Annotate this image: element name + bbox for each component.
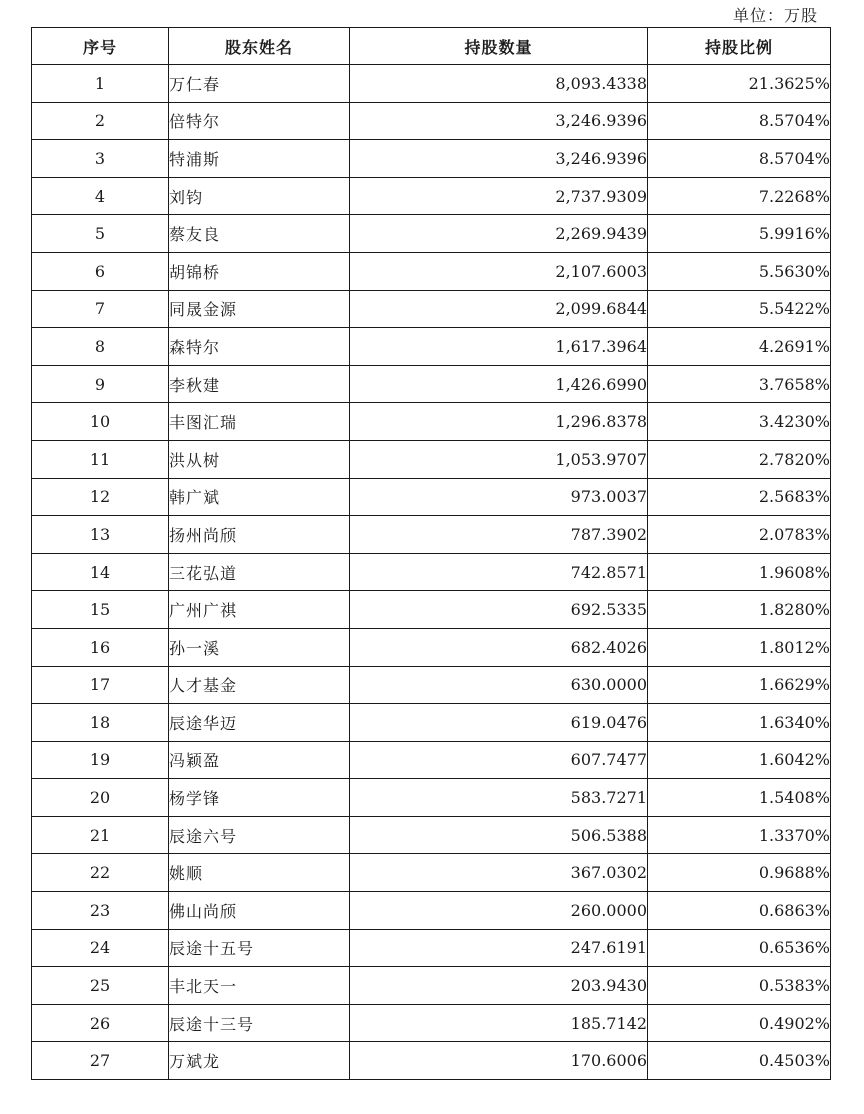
cell-share-ratio: 2.7820%: [648, 440, 831, 478]
table-row: [32, 666, 831, 704]
cell-index: 17: [32, 666, 169, 704]
cell-index: 7: [32, 290, 169, 328]
table-row: [32, 140, 831, 178]
cell-shareholder-name: 佛山尚颀: [169, 892, 350, 930]
cell-shareholder-name: 韩广斌: [169, 478, 350, 516]
table-row: [32, 65, 831, 103]
table-row: [32, 929, 831, 967]
cell-shareholder-name: 广州广祺: [169, 591, 350, 629]
cell-shareholder-name: 姚顺: [169, 854, 350, 892]
table-row: [32, 741, 831, 779]
cell-shareholder-name: 人才基金: [169, 666, 350, 704]
cell-shareholder-name: 刘钧: [169, 177, 350, 215]
cell-share-ratio: 3.7658%: [648, 365, 831, 403]
cell-share-count: 2,737.9309: [350, 177, 648, 215]
cell-shareholder-name: 辰途六号: [169, 816, 350, 854]
cell-share-ratio: 5.9916%: [648, 215, 831, 253]
table-row: [32, 478, 831, 516]
cell-index: 16: [32, 628, 169, 666]
cell-share-ratio: 1.6340%: [648, 704, 831, 742]
cell-shareholder-name: 三花弘道: [169, 553, 350, 591]
cell-shareholder-name: 倍特尔: [169, 102, 350, 140]
cell-share-ratio: 1.6042%: [648, 741, 831, 779]
cell-index: 23: [32, 892, 169, 930]
cell-shareholder-name: 辰途十五号: [169, 929, 350, 967]
cell-share-ratio: 0.9688%: [648, 854, 831, 892]
cell-index: 3: [32, 140, 169, 178]
table-row: [32, 102, 831, 140]
cell-share-ratio: 3.4230%: [648, 403, 831, 441]
cell-share-count: 2,269.9439: [350, 215, 648, 253]
cell-share-count: 8,093.4338: [350, 65, 648, 103]
cell-index: 10: [32, 403, 169, 441]
cell-shareholder-name: 胡锦桥: [169, 252, 350, 290]
cell-share-ratio: 5.5630%: [648, 252, 831, 290]
cell-share-ratio: 1.9608%: [648, 553, 831, 591]
cell-index: 11: [32, 440, 169, 478]
header-index: 序号: [32, 28, 169, 65]
cell-shareholder-name: 丰北天一: [169, 967, 350, 1005]
cell-index: 6: [32, 252, 169, 290]
table-row: [32, 290, 831, 328]
table-row: [32, 892, 831, 930]
cell-share-ratio: 0.6863%: [648, 892, 831, 930]
header-ratio: 持股比例: [648, 28, 831, 65]
table-row: [32, 252, 831, 290]
cell-shareholder-name: 辰途十三号: [169, 1004, 350, 1042]
table-row: [32, 1004, 831, 1042]
cell-share-ratio: 2.0783%: [648, 516, 831, 554]
cell-share-count: 607.7477: [350, 741, 648, 779]
cell-share-ratio: 0.6536%: [648, 929, 831, 967]
cell-share-ratio: 4.2691%: [648, 328, 831, 366]
cell-share-ratio: 8.5704%: [648, 102, 831, 140]
cell-share-count: 185.7142: [350, 1004, 648, 1042]
cell-index: 20: [32, 779, 169, 817]
cell-index: 19: [32, 741, 169, 779]
cell-index: 15: [32, 591, 169, 629]
table-row: [32, 1042, 831, 1080]
table-header: [32, 28, 831, 65]
cell-index: 13: [32, 516, 169, 554]
table-row: [32, 628, 831, 666]
cell-shareholder-name: 辰途华迈: [169, 704, 350, 742]
table-row: [32, 440, 831, 478]
cell-shareholder-name: 冯颖盈: [169, 741, 350, 779]
cell-share-ratio: 7.2268%: [648, 177, 831, 215]
cell-index: 14: [32, 553, 169, 591]
cell-share-count: 3,246.9396: [350, 140, 648, 178]
cell-index: 27: [32, 1042, 169, 1080]
cell-shareholder-name: 洪从树: [169, 440, 350, 478]
table-row: [32, 779, 831, 817]
cell-shareholder-name: 杨学锋: [169, 779, 350, 817]
cell-shareholder-name: 万仁春: [169, 65, 350, 103]
cell-share-ratio: 2.5683%: [648, 478, 831, 516]
cell-share-count: 742.8571: [350, 553, 648, 591]
cell-shareholder-name: 森特尔: [169, 328, 350, 366]
cell-index: 2: [32, 102, 169, 140]
header-shares: 持股数量: [350, 28, 648, 65]
shareholder-table: [31, 27, 831, 1080]
cell-index: 1: [32, 65, 169, 103]
cell-share-count: 630.0000: [350, 666, 648, 704]
cell-share-count: 247.6191: [350, 929, 648, 967]
table-row: [32, 553, 831, 591]
cell-share-ratio: 0.5383%: [648, 967, 831, 1005]
table-row: [32, 591, 831, 629]
cell-share-count: 2,099.6844: [350, 290, 648, 328]
cell-shareholder-name: 李秋建: [169, 365, 350, 403]
cell-index: 8: [32, 328, 169, 366]
cell-share-count: 692.5335: [350, 591, 648, 629]
header-name: 股东姓名: [169, 28, 350, 65]
cell-share-count: 619.0476: [350, 704, 648, 742]
cell-index: 26: [32, 1004, 169, 1042]
cell-share-ratio: 1.8280%: [648, 591, 831, 629]
cell-share-ratio: 21.3625%: [648, 65, 831, 103]
cell-share-count: 1,426.6990: [350, 365, 648, 403]
table-row: [32, 967, 831, 1005]
table-row: [32, 177, 831, 215]
table-body: [32, 65, 831, 1080]
cell-share-ratio: 1.8012%: [648, 628, 831, 666]
cell-share-ratio: 1.6629%: [648, 666, 831, 704]
cell-shareholder-name: 万斌龙: [169, 1042, 350, 1080]
cell-share-count: 682.4026: [350, 628, 648, 666]
header-row: [32, 28, 831, 65]
cell-index: 18: [32, 704, 169, 742]
cell-share-ratio: 0.4503%: [648, 1042, 831, 1080]
cell-index: 25: [32, 967, 169, 1005]
cell-share-count: 787.3902: [350, 516, 648, 554]
cell-share-count: 3,246.9396: [350, 102, 648, 140]
cell-share-count: 260.0000: [350, 892, 648, 930]
cell-index: 21: [32, 816, 169, 854]
unit-label: 单位：万股: [732, 6, 818, 25]
cell-shareholder-name: 孙一溪: [169, 628, 350, 666]
cell-share-ratio: 8.5704%: [648, 140, 831, 178]
cell-shareholder-name: 蔡友良: [169, 215, 350, 253]
cell-share-count: 973.0037: [350, 478, 648, 516]
table-row: [32, 365, 831, 403]
table-row: [32, 328, 831, 366]
cell-share-count: 506.5388: [350, 816, 648, 854]
cell-share-count: 1,296.8378: [350, 403, 648, 441]
table-row: [32, 403, 831, 441]
cell-share-ratio: 0.4902%: [648, 1004, 831, 1042]
table-row: [32, 516, 831, 554]
cell-share-count: 2,107.6003: [350, 252, 648, 290]
cell-shareholder-name: 同晟金源: [169, 290, 350, 328]
cell-shareholder-name: 丰图汇瑞: [169, 403, 350, 441]
cell-share-ratio: 1.3370%: [648, 816, 831, 854]
cell-index: 12: [32, 478, 169, 516]
cell-index: 22: [32, 854, 169, 892]
cell-share-count: 1,617.3964: [350, 328, 648, 366]
cell-share-ratio: 1.5408%: [648, 779, 831, 817]
table-row: [32, 854, 831, 892]
cell-share-count: 367.0302: [350, 854, 648, 892]
cell-shareholder-name: 扬州尚颀: [169, 516, 350, 554]
cell-share-count: 203.9430: [350, 967, 648, 1005]
cell-index: 24: [32, 929, 169, 967]
table-row: [32, 704, 831, 742]
cell-index: 5: [32, 215, 169, 253]
table-row: [32, 816, 831, 854]
cell-share-count: 583.7271: [350, 779, 648, 817]
cell-share-count: 170.6006: [350, 1042, 648, 1080]
cell-share-ratio: 5.5422%: [648, 290, 831, 328]
cell-shareholder-name: 特浦斯: [169, 140, 350, 178]
cell-index: 4: [32, 177, 169, 215]
cell-index: 9: [32, 365, 169, 403]
table-row: [32, 215, 831, 253]
cell-share-count: 1,053.9707: [350, 440, 648, 478]
